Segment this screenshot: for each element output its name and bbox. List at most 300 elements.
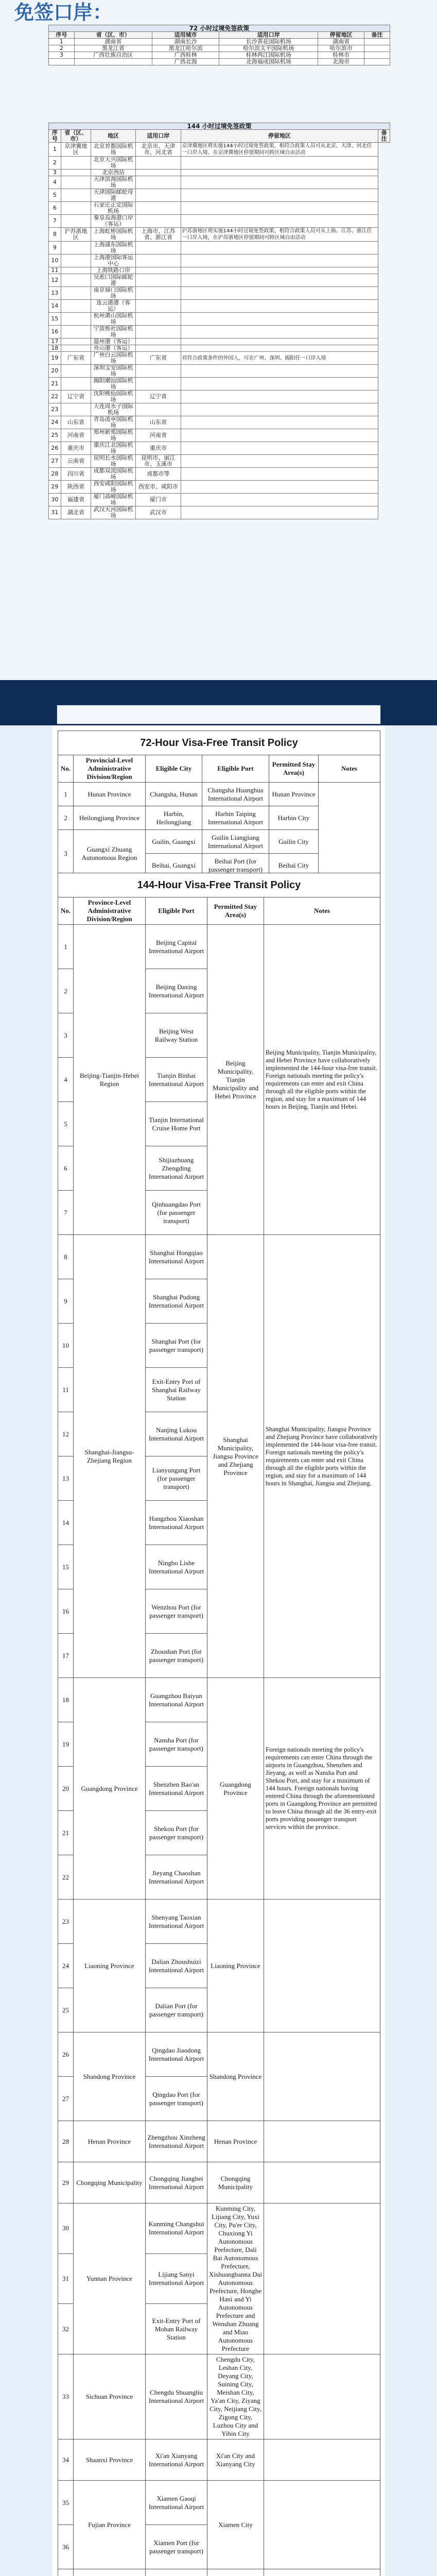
- port-cell: Qinhuangdao Port (for passenger transport): [146, 1191, 207, 1235]
- port-cell: Ningbo Lishe International Airport: [146, 1545, 207, 1589]
- table-row: [58, 2439, 380, 2481]
- stay-area-cell: Chongqing Municipality: [207, 2162, 264, 2204]
- table-row: [49, 365, 390, 378]
- region-cell: [61, 157, 91, 170]
- stay-area-cell: [136, 189, 181, 202]
- port-cell: Chongqing Jiangbei International Airport: [146, 2162, 207, 2204]
- table-row: [49, 378, 390, 391]
- row-number: 7: [58, 1191, 74, 1235]
- notes-cell: Shanghai Municipality, Jiangsu Province and Zhejiang Province have collaboratively implemented the 144-hour visa-free transit. Foreign nationals meeting the policy's requirements can enter and exit China through all the eligible ports within the region, and stay for a maximum of 144 hours in Shanghai, Jiangsu and Zhejiang.: [264, 1235, 380, 1678]
- row-number: 15: [58, 1545, 74, 1589]
- column-header: 停留地区: [318, 32, 364, 39]
- stay-area-cell: [207, 2569, 264, 2576]
- region-cell: 沪苏浙地区: [61, 228, 91, 242]
- notes-cell: [181, 287, 378, 300]
- region-cell: [61, 378, 91, 391]
- row-number: 10: [49, 255, 61, 267]
- table-row: [49, 189, 390, 202]
- en-144h-table: [58, 873, 380, 2576]
- stay-area-cell: 辽宁省: [136, 391, 181, 403]
- table-row: [49, 242, 390, 255]
- stay-area-cell: [136, 300, 181, 313]
- row-number: 24: [49, 416, 61, 429]
- row-number: 15: [49, 313, 61, 326]
- table-row: [49, 215, 390, 228]
- stay-area-cell: 武汉市: [136, 506, 181, 519]
- table-row: [49, 255, 390, 267]
- notes-cell: [181, 313, 378, 326]
- stay-area-cell: Kunming City, Lijiang City, Yuxi City, Pu'er City, Chuxiong Yi Autonomous Prefecture, Dali Bai Autonomous Prefecture, Xishuangbanna Dai Autonomous Prefecture, Honghe Hani and Yi Autonomous Prefecture and Wenshan Zhuang and Miao Autonomous Prefecture: [207, 2204, 264, 2354]
- row-number: 27: [58, 2077, 74, 2121]
- notes-cell: [181, 365, 378, 378]
- notes-cell: [181, 403, 378, 416]
- port-cell: 石家庄正定国际机场: [91, 202, 135, 215]
- row-number: 8: [49, 228, 61, 242]
- stay-area-cell: [136, 215, 181, 228]
- column-header: Notes: [264, 897, 380, 925]
- region-cell: 辽宁省: [61, 391, 91, 403]
- table-cell: 黑龙江省: [74, 45, 152, 52]
- table-row: [49, 202, 390, 215]
- port-cell: 吴淞口国际邮轮港: [91, 274, 135, 287]
- port-cell: 沈阳桃仙国际机场: [91, 391, 135, 403]
- table-row: [58, 925, 380, 969]
- table-row: [49, 267, 390, 274]
- port-cell: Qingdao Port (for passenger transport): [146, 2077, 207, 2121]
- table-row: [49, 481, 390, 494]
- stay-area-cell: [136, 176, 181, 189]
- table-cell: [364, 52, 390, 59]
- table-row: [49, 170, 390, 176]
- row-number: 13: [58, 1456, 74, 1501]
- column-header: No.: [58, 897, 74, 925]
- stay-area-cell: [136, 255, 181, 267]
- table-row: [58, 1678, 380, 1722]
- row-number: 34: [58, 2439, 74, 2481]
- table-row: [49, 287, 390, 300]
- port-cell: 大连周水子国际机场: [91, 403, 135, 416]
- stay-area-cell: [136, 170, 181, 176]
- table-cell: Guilin Liangjiang International Airport: [202, 830, 269, 854]
- table-row: [58, 2204, 380, 2254]
- stay-area-cell: Henan Province: [207, 2121, 264, 2162]
- region-cell: [61, 365, 91, 378]
- port-cell: Beijing Capital International Airport: [146, 925, 207, 969]
- port-cell: 杭州萧山国际机场: [91, 313, 135, 326]
- table-row: [58, 2481, 380, 2525]
- port-cell: Chengdu Shuangliu International Airport: [146, 2354, 207, 2439]
- stay-area-cell: Beijing Municipality, Tianjin Municipality and Hebei Province: [207, 925, 264, 1235]
- region-cell: [61, 326, 91, 338]
- section-heading: 免签口岸：: [14, 1, 113, 24]
- port-cell: 温州港（客运）: [91, 338, 135, 345]
- table-cell: 长沙黄花国际机场: [219, 39, 318, 45]
- port-cell: Tianjin Binhai International Airport: [146, 1058, 207, 1102]
- table-cell: 北海市: [318, 59, 364, 65]
- row-number: 21: [49, 378, 61, 391]
- row-number: 22: [49, 391, 61, 403]
- port-cell: Tianjin International Cruise Home Port: [146, 1102, 207, 1146]
- table-row: [58, 1900, 380, 1944]
- table-cell: Harbin City: [269, 806, 319, 830]
- table-cell: 桂林市: [318, 52, 364, 59]
- notes-cell: [181, 455, 378, 468]
- table-caption: 72 小时过境免签政策: [49, 25, 390, 32]
- notes-cell: [181, 255, 378, 267]
- table-cell: [364, 59, 390, 65]
- table-cell: Hunan Province: [74, 783, 146, 806]
- table-cell: Guilin, Guangxi: [146, 830, 202, 854]
- region-cell: 重庆市: [61, 442, 91, 455]
- stay-area-cell: 上海市、江苏省、浙江省: [136, 228, 181, 242]
- port-cell: 南京禄口国际机场: [91, 287, 135, 300]
- cn-72h-table: [48, 25, 390, 65]
- table-title: 72-Hour Visa-Free Transit Policy: [58, 731, 380, 755]
- table-row: [49, 345, 390, 352]
- notes-cell: [181, 468, 378, 481]
- column-header: Eligible Port: [146, 897, 207, 925]
- notes-cell: [181, 481, 378, 494]
- notes-cell: [181, 442, 378, 455]
- row-number: 16: [49, 326, 61, 338]
- region-cell: [61, 338, 91, 345]
- notes-cell: [181, 429, 378, 442]
- stay-area-cell: Chengdu City, Leshan City, Deyang City, Suining City, Meishan City, Ya'an City, Ziyang City, Neijiang City, Zigong City, Luzhou City and Yibin City: [207, 2354, 264, 2439]
- port-cell: 北京首都国际机场: [91, 143, 135, 157]
- port-cell: Beijing West Railway Station: [146, 1013, 207, 1058]
- notes-cell: [181, 338, 378, 345]
- row-number: 12: [49, 274, 61, 287]
- row-number: 33: [58, 2354, 74, 2439]
- stay-area-cell: 重庆市: [136, 442, 181, 455]
- stay-area-cell: [136, 242, 181, 255]
- row-number: 14: [58, 1501, 74, 1545]
- chinese-section: [0, 0, 437, 680]
- table-cell: Harbin Taiping International Airport: [202, 806, 269, 830]
- region-cell: 福建省: [61, 494, 91, 506]
- port-cell: Lianyungang Port (for passenger transport): [146, 1456, 207, 1501]
- row-number: 18: [49, 345, 61, 352]
- row-number: 9: [49, 242, 61, 255]
- table-row: [49, 442, 390, 455]
- row-number: 6: [58, 1146, 74, 1191]
- region-cell: Shandong Province: [74, 2032, 146, 2121]
- stay-area-cell: Shandong Province: [207, 2032, 264, 2121]
- en-72h-table: [58, 731, 380, 877]
- row-number: 23: [58, 1900, 74, 1944]
- region-cell: Yunnan Province: [74, 2204, 146, 2354]
- row-number: 5: [49, 189, 61, 202]
- port-cell: Xiamen Gaoqi International Airport: [146, 2481, 207, 2525]
- port-cell: 西安咸阳国际机场: [91, 481, 135, 494]
- notes-cell: [264, 2162, 380, 2204]
- row-number: 36: [58, 2525, 74, 2569]
- notes-cell: [264, 2032, 380, 2121]
- table-row: [49, 326, 390, 338]
- stay-area-cell: [136, 403, 181, 416]
- stay-area-cell: [136, 378, 181, 391]
- port-cell: Jieyang Chaoshan International Airport: [146, 1855, 207, 1900]
- port-cell: Kunming Changshui International Airport: [146, 2204, 207, 2254]
- port-cell: 舟山港（客运）: [91, 345, 135, 352]
- table-row: [49, 313, 390, 326]
- row-number: 28: [58, 2121, 74, 2162]
- notes-cell: [264, 2121, 380, 2162]
- row-number: 28: [49, 468, 61, 481]
- row-number: 24: [58, 1944, 74, 1988]
- table-row: [49, 274, 390, 287]
- port-cell: 北京大兴国际机场: [91, 157, 135, 170]
- row-number: 4: [58, 1058, 74, 1102]
- port-cell: Guangzhou Baiyun International Airport: [146, 1678, 207, 1722]
- table-cell: Changsha Huanghua International Airport: [202, 783, 269, 806]
- region-cell: [74, 2569, 146, 2576]
- row-number: 30: [58, 2204, 74, 2254]
- notes-cell: [264, 2354, 380, 2439]
- row-number: 6: [49, 202, 61, 215]
- region-cell: [61, 189, 91, 202]
- table-cell: 黑龙江哈尔滨: [152, 45, 219, 52]
- table-cell: 3: [49, 52, 75, 59]
- table-row: [58, 2121, 380, 2162]
- notes-cell: Beijing Municipality, Tianjin Municipality, and Hebei Province have collaboratively implemented the 144-hour visa-free transit. Foreign nationals meeting the policy's requirements can enter and exit China through all the eligible ports within the region, and stay for a maximum of 144 hours in Beijing, Tianjin and Hebei.: [264, 925, 380, 1235]
- notes-cell: [181, 494, 378, 506]
- port-cell: Shekou Port (for passenger transport): [146, 1811, 207, 1855]
- table-row: [49, 468, 390, 481]
- column-header: 适用口岸: [219, 32, 318, 39]
- port-cell: Dalian Zhoushuizi International Airport: [146, 1944, 207, 1988]
- en-144h-section: [58, 873, 380, 2576]
- table-cell: [74, 59, 152, 65]
- notes-cell: [181, 157, 378, 170]
- row-number: [58, 2569, 74, 2576]
- stay-area-cell: 厦门市: [136, 494, 181, 506]
- notes-cell: [181, 215, 378, 228]
- table-cell: 3: [58, 830, 74, 877]
- stay-area-cell: 山东省: [136, 416, 181, 429]
- table-cell: [364, 39, 390, 45]
- table-row: [49, 143, 390, 157]
- stay-area-cell: [136, 287, 181, 300]
- row-number: 5: [58, 1102, 74, 1146]
- table-cell: 桂林两江国际机场: [219, 52, 318, 59]
- table-row: [49, 176, 390, 189]
- row-number: 31: [58, 2253, 74, 2304]
- stay-area-cell: [136, 202, 181, 215]
- port-cell: 青岛流亭国际机场: [91, 416, 135, 429]
- column-header: 备注: [364, 32, 390, 39]
- row-number: 19: [49, 352, 61, 365]
- row-number: 2: [49, 157, 61, 170]
- region-cell: Chongqing Municipality: [74, 2162, 146, 2204]
- table-cell: [49, 59, 75, 65]
- cn-144h-table: [48, 123, 390, 519]
- stay-area-cell: 广东省: [136, 352, 181, 365]
- port-cell: 连云港港（客运）: [91, 300, 135, 313]
- row-number: 17: [49, 338, 61, 345]
- notes-cell: [181, 378, 378, 391]
- table-row: [58, 2354, 380, 2439]
- table-row: [49, 506, 390, 519]
- port-cell: Exit-Entry Port of Shanghai Railway Station: [146, 1368, 207, 1412]
- table-row: [49, 228, 390, 242]
- row-number: 26: [58, 2032, 74, 2077]
- notes-cell: 对符合政策条件的外国人，可在广州、深圳、揭阳任一口岸入境: [181, 352, 378, 365]
- divider-frame: [57, 705, 381, 724]
- row-number: 2: [58, 969, 74, 1013]
- table-row: [49, 494, 390, 506]
- region-cell: Liaoning Province: [74, 1900, 146, 2032]
- table-row: [49, 52, 390, 59]
- notes-cell: [181, 267, 378, 274]
- stay-area-cell: [136, 326, 181, 338]
- port-cell: 上海虹桥国际机场: [91, 228, 135, 242]
- region-cell: 京津冀地区: [61, 143, 91, 157]
- row-number: 21: [58, 1811, 74, 1855]
- region-cell: Shanghai-Jiangsu-Zhejiang Region: [74, 1235, 146, 1678]
- row-number: 16: [58, 1589, 74, 1634]
- region-cell: [61, 403, 91, 416]
- table-cell: 1: [49, 39, 75, 45]
- table-row: [49, 416, 390, 429]
- region-cell: Fujian Province: [74, 2481, 146, 2569]
- table-cell: [364, 45, 390, 52]
- region-cell: [61, 176, 91, 189]
- table-row: [58, 2569, 380, 2576]
- port-cell: [146, 2569, 207, 2576]
- region-cell: 山东省: [61, 416, 91, 429]
- region-cell: [61, 345, 91, 352]
- column-header: Province-Level Administrative Division/Region: [74, 897, 146, 925]
- notes-cell: [181, 326, 378, 338]
- notes-cell: [264, 2481, 380, 2569]
- port-cell: Shenzhen Bao'an International Airport: [146, 1767, 207, 1811]
- column-header: 适用口岸: [136, 130, 181, 143]
- table-title: 144-Hour Visa-Free Transit Policy: [58, 873, 380, 897]
- port-cell: 重庆江北国际机场: [91, 442, 135, 455]
- notes-cell: [181, 506, 378, 519]
- table-row: [49, 59, 390, 65]
- port-cell: Xiamen Port (for passenger transport): [146, 2525, 207, 2569]
- table-cell: 广西壮族自治区: [74, 52, 152, 59]
- region-cell: [61, 202, 91, 215]
- port-cell: 上海浦东国际机场: [91, 242, 135, 255]
- column-header: 备注: [378, 130, 390, 143]
- row-number: 27: [49, 455, 61, 468]
- notes-cell: [181, 189, 378, 202]
- notes-cell: [264, 2439, 380, 2481]
- column-header: 序号: [49, 130, 61, 143]
- row-number: 3: [49, 170, 61, 176]
- notes-cell: [181, 391, 378, 403]
- row-number: 19: [58, 1722, 74, 1767]
- row-number: 11: [58, 1368, 74, 1412]
- port-cell: 上海铁路口岸: [91, 267, 135, 274]
- port-cell: Lijiang Sanyi International Airport: [146, 2253, 207, 2304]
- table-cell: 北海福成国际机场: [219, 59, 318, 65]
- port-cell: Shenyang Taoxian International Airport: [146, 1900, 207, 1944]
- table-caption: 144 小时过境免签政策: [49, 123, 390, 130]
- stay-area-cell: [136, 365, 181, 378]
- region-cell: [61, 267, 91, 274]
- row-number: 10: [58, 1324, 74, 1368]
- port-cell: 武汉天河国际机场: [91, 506, 135, 519]
- port-cell: Shanghai Hongqiao International Airport: [146, 1235, 207, 1279]
- row-number: 29: [49, 481, 61, 494]
- stay-area-cell: Liaoning Province: [207, 1900, 264, 2032]
- row-number: 25: [58, 1988, 74, 2032]
- port-cell: Dalian Port (for passenger transport): [146, 1988, 207, 2032]
- stay-area-cell: 成都市等: [136, 468, 181, 481]
- table-row: [58, 2162, 380, 2204]
- column-header: 适用城市: [152, 32, 219, 39]
- column-header: 序号: [49, 32, 75, 39]
- column-header: Provincial-Level Administrative Division/Region: [74, 755, 146, 783]
- region-cell: 河南省: [61, 429, 91, 442]
- port-cell: Zhengzhou Xinzheng International Airport: [146, 2121, 207, 2162]
- port-cell: Shanghai Pudong International Airport: [146, 1279, 207, 1324]
- table-cell: [319, 783, 380, 877]
- row-number: 4: [49, 176, 61, 189]
- region-cell: 湖北省: [61, 506, 91, 519]
- region-cell: [61, 300, 91, 313]
- row-number: 25: [49, 429, 61, 442]
- table-cell: Beihai City: [269, 854, 319, 877]
- table-cell: 2: [58, 806, 74, 830]
- table-row: [58, 1235, 380, 1279]
- port-cell: 揭阳潮汕国际机场: [91, 378, 135, 391]
- port-cell: 成都双流国际机场: [91, 468, 135, 481]
- column-header: Permitted Stay Area(s): [269, 755, 319, 783]
- region-cell: Sichuan Province: [74, 2354, 146, 2439]
- port-cell: 昆明长水国际机场: [91, 455, 135, 468]
- port-cell: Beijing Daxing International Airport: [146, 969, 207, 1013]
- port-cell: 上海港国际客运中心: [91, 255, 135, 267]
- row-number: 1: [58, 925, 74, 969]
- table-cell: 2: [49, 45, 75, 52]
- table-cell: 广西北海: [152, 59, 219, 65]
- region-cell: [61, 313, 91, 326]
- region-cell: Beijing-Tianjin-Hebei Region: [74, 925, 146, 1235]
- stay-area-cell: [136, 313, 181, 326]
- table-cell: Beihai Port (for passenger transport): [202, 854, 269, 877]
- port-cell: Zhoushan Port (for passenger transport): [146, 1634, 207, 1678]
- port-cell: Wenzhou Port (for passenger transport): [146, 1589, 207, 1634]
- region-cell: [61, 215, 91, 228]
- region-cell: 陕西省: [61, 481, 91, 494]
- row-number: 31: [49, 506, 61, 519]
- table-row: [49, 39, 390, 45]
- row-number: 7: [49, 215, 61, 228]
- notes-cell: [181, 416, 378, 429]
- region-cell: [61, 287, 91, 300]
- region-cell: Shaanxi Province: [74, 2439, 146, 2481]
- row-number: 23: [49, 403, 61, 416]
- column-header: Permitted Stay Area(s): [207, 897, 264, 925]
- row-number: 22: [58, 1855, 74, 1900]
- region-cell: 云南省: [61, 455, 91, 468]
- stay-area-cell: 昆明市、丽江市、玉溪市: [136, 455, 181, 468]
- stay-area-cell: [136, 274, 181, 287]
- table-cell: 湖南省: [318, 39, 364, 45]
- table-cell: 湖南省: [74, 39, 152, 45]
- stay-area-cell: [136, 345, 181, 352]
- row-number: 8: [58, 1235, 74, 1279]
- column-header: 省（区、市）: [74, 32, 152, 39]
- stay-area-cell: 河南省: [136, 429, 181, 442]
- row-number: 13: [49, 287, 61, 300]
- stay-area-cell: 西安市、咸阳市: [136, 481, 181, 494]
